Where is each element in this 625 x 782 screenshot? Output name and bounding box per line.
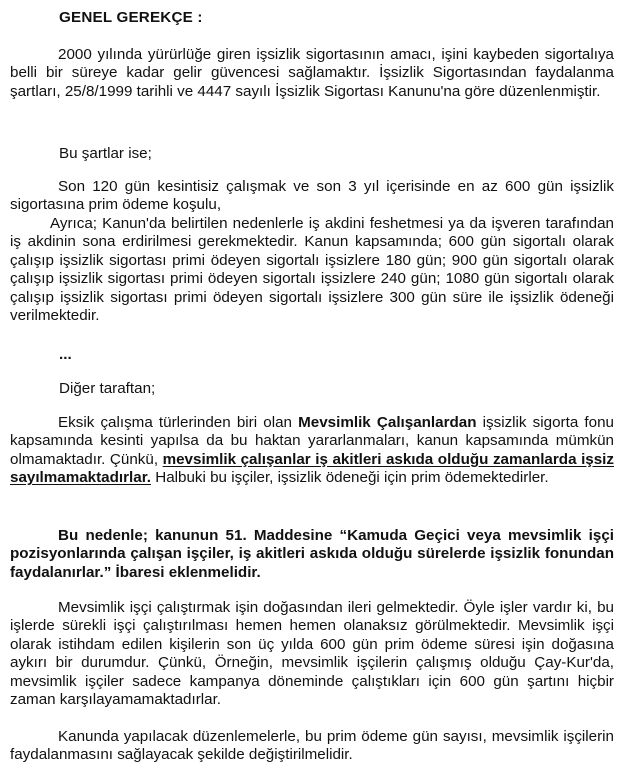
paragraph-seasonal-nature: [10, 599, 614, 709]
paragraph-condition-text: Son 120 gün kesintisiz çalışmak ve son 3 yıl içerisinde en az 600 gün işsizlik sigortasına prim ödeme koşulu,: [10, 178, 614, 214]
paragraph-on-the-other-hand: Diğer taraftan;: [59, 380, 156, 397]
paragraph-condition-120-days: [10, 178, 614, 215]
paragraph-conclusion: [10, 728, 614, 765]
paragraph-purpose-text: 2000 yılında yürürlüğe giren işsizlik sigortasının amacı, işini kaybeden sigortalıya belli bir süreye kadar gelir güvencesi sağlamaktır. İşsizlik Sigortasından faydalanma şartları, 25/8/1999 tarihli ve 4447 sayılı İşsizlik Sigortası Kanunu'na göre düzenlenmiştir.: [10, 46, 614, 100]
seasonal-text-part2: işsizlik sigorta fonu kapsamında kesinti yapılsa da bu haktan yararlanmaları, kanun kapsamında mümkün olmamaktadır. Çünkü,: [10, 414, 614, 468]
ellipsis: ...: [59, 346, 72, 363]
paragraph-seasonal-workers: [10, 414, 614, 488]
seasonal-text-part1: Eksik çalışma türlerinden biri olan: [58, 414, 299, 431]
paragraph-amendment-proposal: [10, 527, 614, 582]
paragraph-benefit-durations: [10, 215, 614, 325]
seasonal-text-part3: Halbuki bu işçiler, işsizlik ödeneği için prim ödemektedirler.: [151, 469, 549, 487]
seasonal-nature-text: Mevsimlik işçi çalıştırmak işin doğasından ileri gelmektedir. Öyle işler vardır ki, bu işlerde sürekli işçi çalıştırılması hemen hemen olanaksız görülmektedir. Mevsimlik işçi olarak istihdam edilen kişilerin son üç yılda 600 gün prim ödeme süresi işin doğasına aykırı bir durumdur. Çünkü, Örneğin, mevsimlik işçilerin çalışmış olduğu Çay-Kur'da, mevsimlik işçiler sadece kampanya döneminde çalıştıkları için 600 gün şartını hiçbir zaman karşılayamamaktadırlar.: [10, 599, 614, 709]
paragraph-benefit-text: Ayrıca; Kanun'da belirtilen nedenlerle iş akdini feshetmesi ya da işveren tarafından iş akdinin sona erdirilmesi gerekmektedir. Kanun kapsamında; 600 gün sigortalı olarak çalışıp işsizlik sigortası primi ödeyen sigortalı işsizlere 180 gün; 900 gün sigortalı olarak çalışıp işsizlik sigortası primi ödeyen sigortalı işsizlere 240 gün; 1080 gün sigortalı olarak çalışıp işsizlik sigortası primi ödeyen sigortalı işsizlere 300 gün süre ile işsizlik ödeneği verilmektedir.: [10, 215, 614, 325]
seasonal-workers-emphasis: mevsimlik çalışanlar iş akitleri askıda olduğu zamanlarda işsiz sayılmamaktadırlar.: [10, 450, 614, 487]
heading-genel-gerekce: GENEL GEREKÇE :: [59, 9, 203, 26]
conclusion-text: Kanunda yapılacak düzenlemelerle, bu prim ödeme gün sayısı, mevsimlik işçilerin faydalanmasını sağlayacak şekilde değiştirilmelidir.: [10, 728, 614, 764]
amendment-text: Bu nedenle; kanunun 51. Maddesine “Kamuda Geçici veya mevsimlik işçi pozisyonlarında çalışan işçiler, iş akitleri askıda olduğu sürelerde işsizlik fonundan faydalanırlar.” İbaresi eklenmelidir.: [10, 527, 614, 581]
paragraph-purpose: [10, 46, 614, 101]
seasonal-workers-bold: Mevsimlik Çalışanlardan: [298, 414, 477, 431]
paragraph-conditions-intro: Bu şartlar ise;: [59, 145, 152, 162]
